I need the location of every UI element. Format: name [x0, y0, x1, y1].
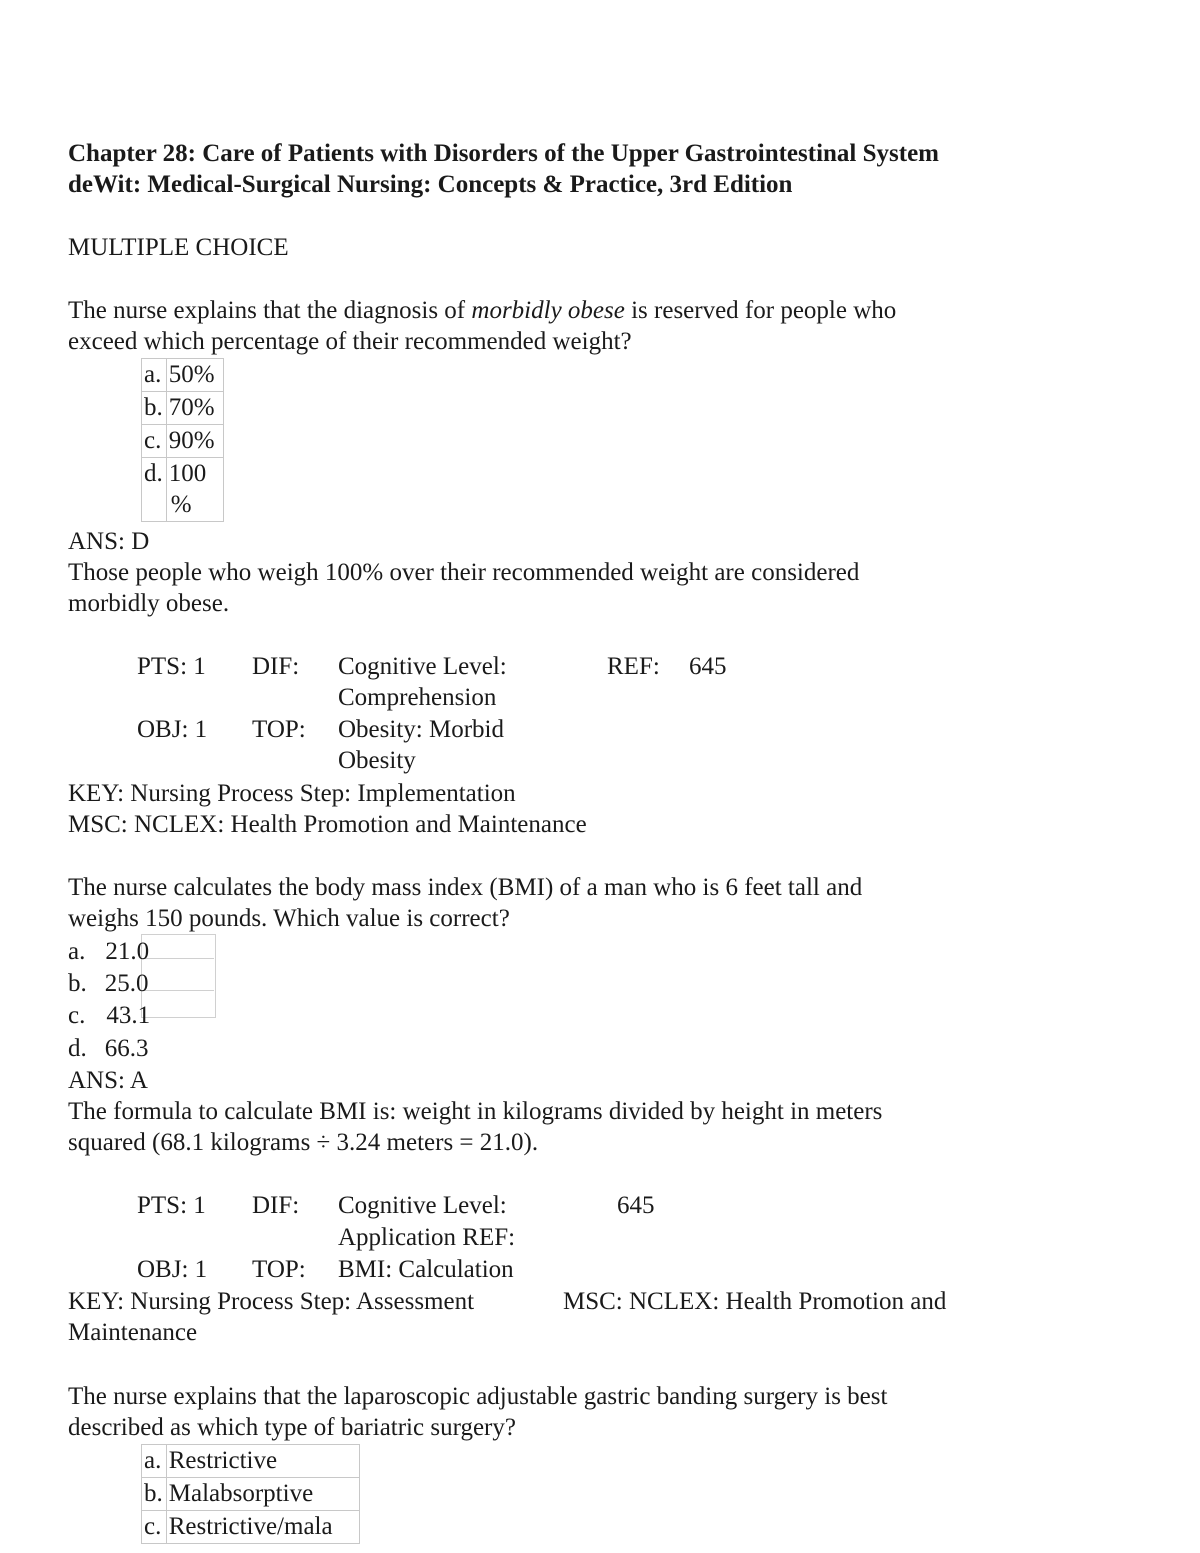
q1-pts: PTS: 1 [137, 653, 206, 680]
q2-msc: MSC: NCLEX: Health Promotion and [563, 1288, 947, 1315]
option-text: 43.1 [106, 1002, 151, 1029]
q2-dif-value-line1: Cognitive Level: [338, 1192, 507, 1219]
option-label: d. [68, 1035, 87, 1062]
q1-rationale-line2: morbidly obese. [68, 590, 230, 617]
q2-msc-line2: Maintenance [68, 1319, 198, 1346]
option-label: a. [68, 938, 86, 965]
q2-option-d[interactable] [68, 1033, 149, 1064]
divider [141, 958, 214, 959]
option-text: 90% [166, 425, 223, 458]
q1-option-c[interactable] [142, 425, 224, 458]
q2-option-b[interactable] [68, 968, 149, 999]
q1-answer: ANS: D [68, 528, 150, 555]
q1-obj: OBJ: 1 [137, 716, 208, 743]
option-label: c. [142, 1511, 167, 1544]
section-heading: MULTIPLE CHOICE [68, 234, 289, 261]
option-text-line2: % [170, 491, 192, 518]
q1-dif-label: DIF: [252, 653, 300, 680]
option-text: Restrictive/mala [166, 1511, 359, 1544]
book-title: deWit: Medical-Surgical Nursing: Concepts & Practice, 3rd Edition [68, 171, 793, 198]
q1-ref-label: REF: [607, 653, 660, 680]
q2-option-c[interactable] [68, 1000, 150, 1031]
q1-stem-line1 [68, 295, 896, 326]
option-label: c. [68, 1002, 86, 1029]
q3-options-table [141, 1444, 360, 1544]
q3-stem-line1: The nurse explains that the laparoscopic adjustable gastric banding surgery is best [68, 1383, 888, 1410]
option-text: 70% [166, 392, 223, 425]
q2-option-a[interactable] [68, 936, 149, 967]
q1-ref-value: 645 [689, 653, 727, 680]
q3-option-b[interactable] [142, 1478, 360, 1511]
option-text: 66.3 [104, 1035, 149, 1062]
q1-stem-emphasis: morbidly obese [471, 297, 625, 324]
option-text-line1: 100 [168, 460, 207, 487]
option-label: b. [142, 1478, 167, 1511]
option-text: 25.0 [104, 970, 149, 997]
q2-stem-line1: The nurse calculates the body mass index (BMI) of a man who is 6 feet tall and [68, 874, 863, 901]
q2-key: KEY: Nursing Process Step: Assessment [68, 1288, 475, 1315]
option-text [166, 458, 223, 522]
q1-options-table [141, 358, 224, 522]
q2-stem-line2: weighs 150 pounds. Which value is correct? [68, 905, 510, 932]
q1-option-b[interactable] [142, 392, 224, 425]
q2-rationale-line2: squared (68.1 kilograms ÷ 3.24 meters = 21.0). [68, 1129, 539, 1156]
q2-dif-label: DIF: [252, 1192, 300, 1219]
q2-rationale-line1: The formula to calculate BMI is: weight in kilograms divided by height in meters [68, 1098, 883, 1125]
q2-dif-value-line2: Application REF: [338, 1224, 516, 1251]
option-label: b. [142, 392, 167, 425]
option-text: 50% [166, 359, 223, 392]
q2-ref-value: 645 [617, 1192, 655, 1219]
q3-option-c[interactable] [142, 1511, 360, 1544]
q2-obj: OBJ: 1 [137, 1256, 208, 1283]
option-label: c. [142, 425, 167, 458]
q2-top-label: TOP: [252, 1256, 306, 1283]
q2-empty-table-frame [141, 934, 216, 1018]
q2-answer: ANS: A [68, 1067, 148, 1094]
divider [141, 990, 214, 991]
q1-stem-pre: The nurse explains that the diagnosis of [68, 297, 472, 324]
q3-option-a[interactable] [142, 1445, 360, 1478]
q1-dif-value-line1: Cognitive Level: [338, 653, 507, 680]
q3-stem-line2: described as which type of bariatric surgery? [68, 1414, 516, 1441]
chapter-title: Chapter 28: Care of Patients with Disorders of the Upper Gastrointestinal System [68, 140, 939, 167]
option-label: d. [142, 458, 167, 522]
option-label: a. [142, 1445, 167, 1478]
option-label: b. [68, 970, 87, 997]
option-text: Restrictive [166, 1445, 359, 1478]
q1-stem-line2: exceed which percentage of their recommended weight? [68, 328, 632, 355]
option-label: a. [142, 359, 167, 392]
q1-key: KEY: Nursing Process Step: Implementation [68, 780, 516, 807]
q1-top-label: TOP: [252, 716, 306, 743]
q2-pts: PTS: 1 [137, 1192, 206, 1219]
q1-msc: MSC: NCLEX: Health Promotion and Maintenance [68, 811, 587, 838]
q1-dif-value-line2: Comprehension [338, 684, 497, 711]
q1-rationale-line1: Those people who weigh 100% over their recommended weight are considered [68, 559, 860, 586]
option-text: 21.0 [105, 938, 150, 965]
option-text: Malabsorptive [166, 1478, 359, 1511]
q1-option-a[interactable] [142, 359, 224, 392]
q1-stem-post: is reserved for people who [624, 297, 897, 324]
q1-top-value-line2: Obesity [338, 747, 416, 774]
q1-option-d[interactable] [142, 458, 224, 522]
q2-top-value: BMI: Calculation [338, 1256, 514, 1283]
q1-top-value-line1: Obesity: Morbid [338, 716, 504, 743]
